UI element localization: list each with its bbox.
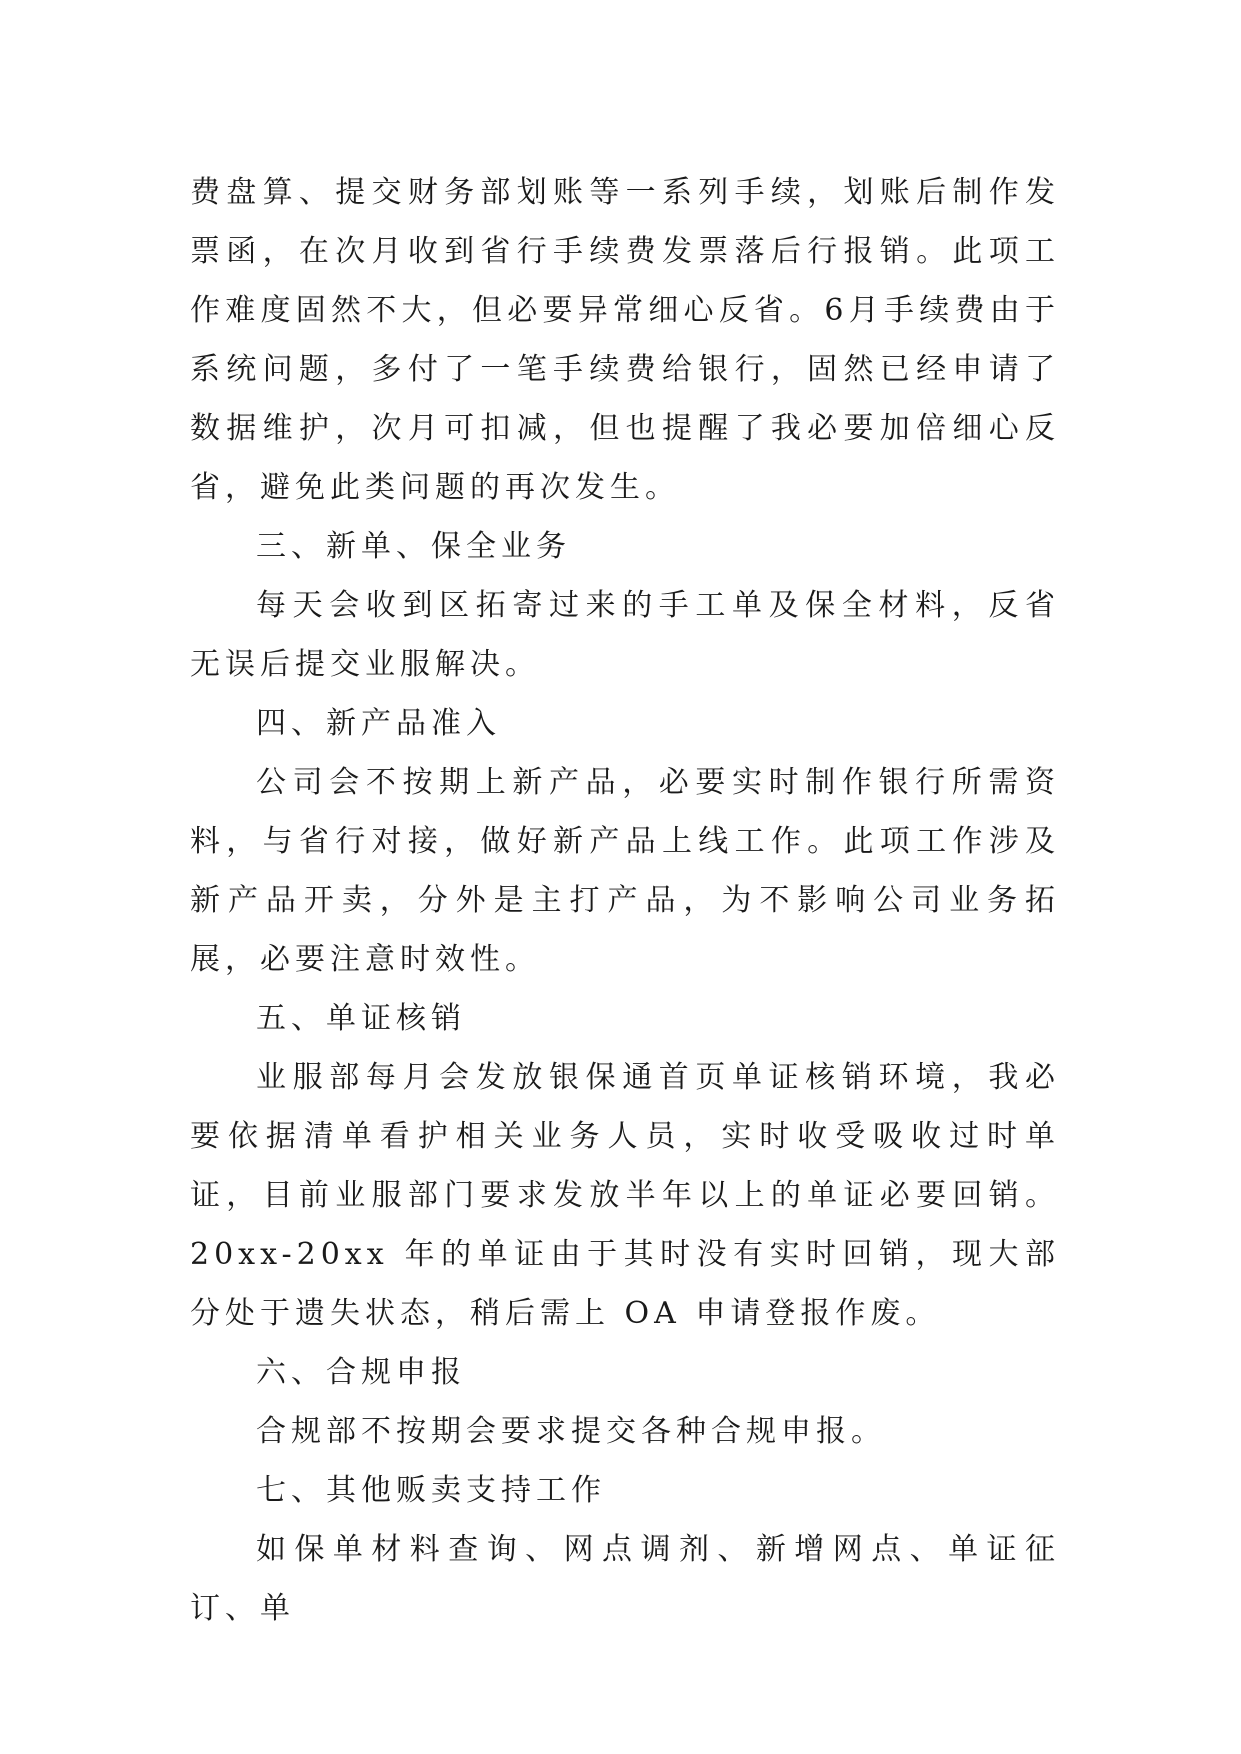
section-heading-compliance: 六、合规申报 xyxy=(256,1355,466,1390)
section-heading-new-product: 四、新产品准入 xyxy=(256,706,501,741)
section-heading-new-policy: 三、新单、保全业务 xyxy=(256,529,571,564)
document-body xyxy=(190,163,1060,1638)
section-heading-other-support: 七、其他贩卖支持工作 xyxy=(256,1473,606,1508)
section-heading-voucher-writeoff: 五、单证核销 xyxy=(256,1001,466,1036)
paragraph-voucher-writeoff: 业服部每月会发放银保通首页单证核销环境，我必要依据清单看护相关业务人员，实时收受吸收过时单证，目前业服部门要求发放半年以上的单证必要回销。20xx-20xx 年的单证由于其时没有实时回销，现大部分处于遗失状态，稍后需上 OA 申请登报作废。 xyxy=(190,1060,1060,1331)
paragraph-other-support: 如保单材料查询、网点调剂、新增网点、单证征订、单 xyxy=(190,1532,1060,1626)
paragraph-new-policy: 每天会收到区拓寄过来的手工单及保全材料，反省无误后提交业服解决。 xyxy=(190,588,1060,682)
paragraph-new-product: 公司会不按期上新产品，必要实时制作银行所需资料，与省行对接，做好新产品上线工作。此项工作涉及新产品开卖，分外是主打产品，为不影响公司业务拓展，必要注意时效性。 xyxy=(190,765,1060,977)
paragraph-fee-handling: 费盘算、提交财务部划账等一系列手续，划账后制作发票函，在次月收到省行手续费发票落后行报销。此项工作难度固然不大，但必要异常细心反省。6月手续费由于系统问题，多付了一笔手续费给银行，固然已经申请了数据维护，次月可扣减，但也提醒了我必要加倍细心反省，避免此类问题的再次发生。 xyxy=(190,175,1060,505)
paragraph-compliance: 合规部不按期会要求提交各种合规申报。 xyxy=(256,1414,886,1449)
